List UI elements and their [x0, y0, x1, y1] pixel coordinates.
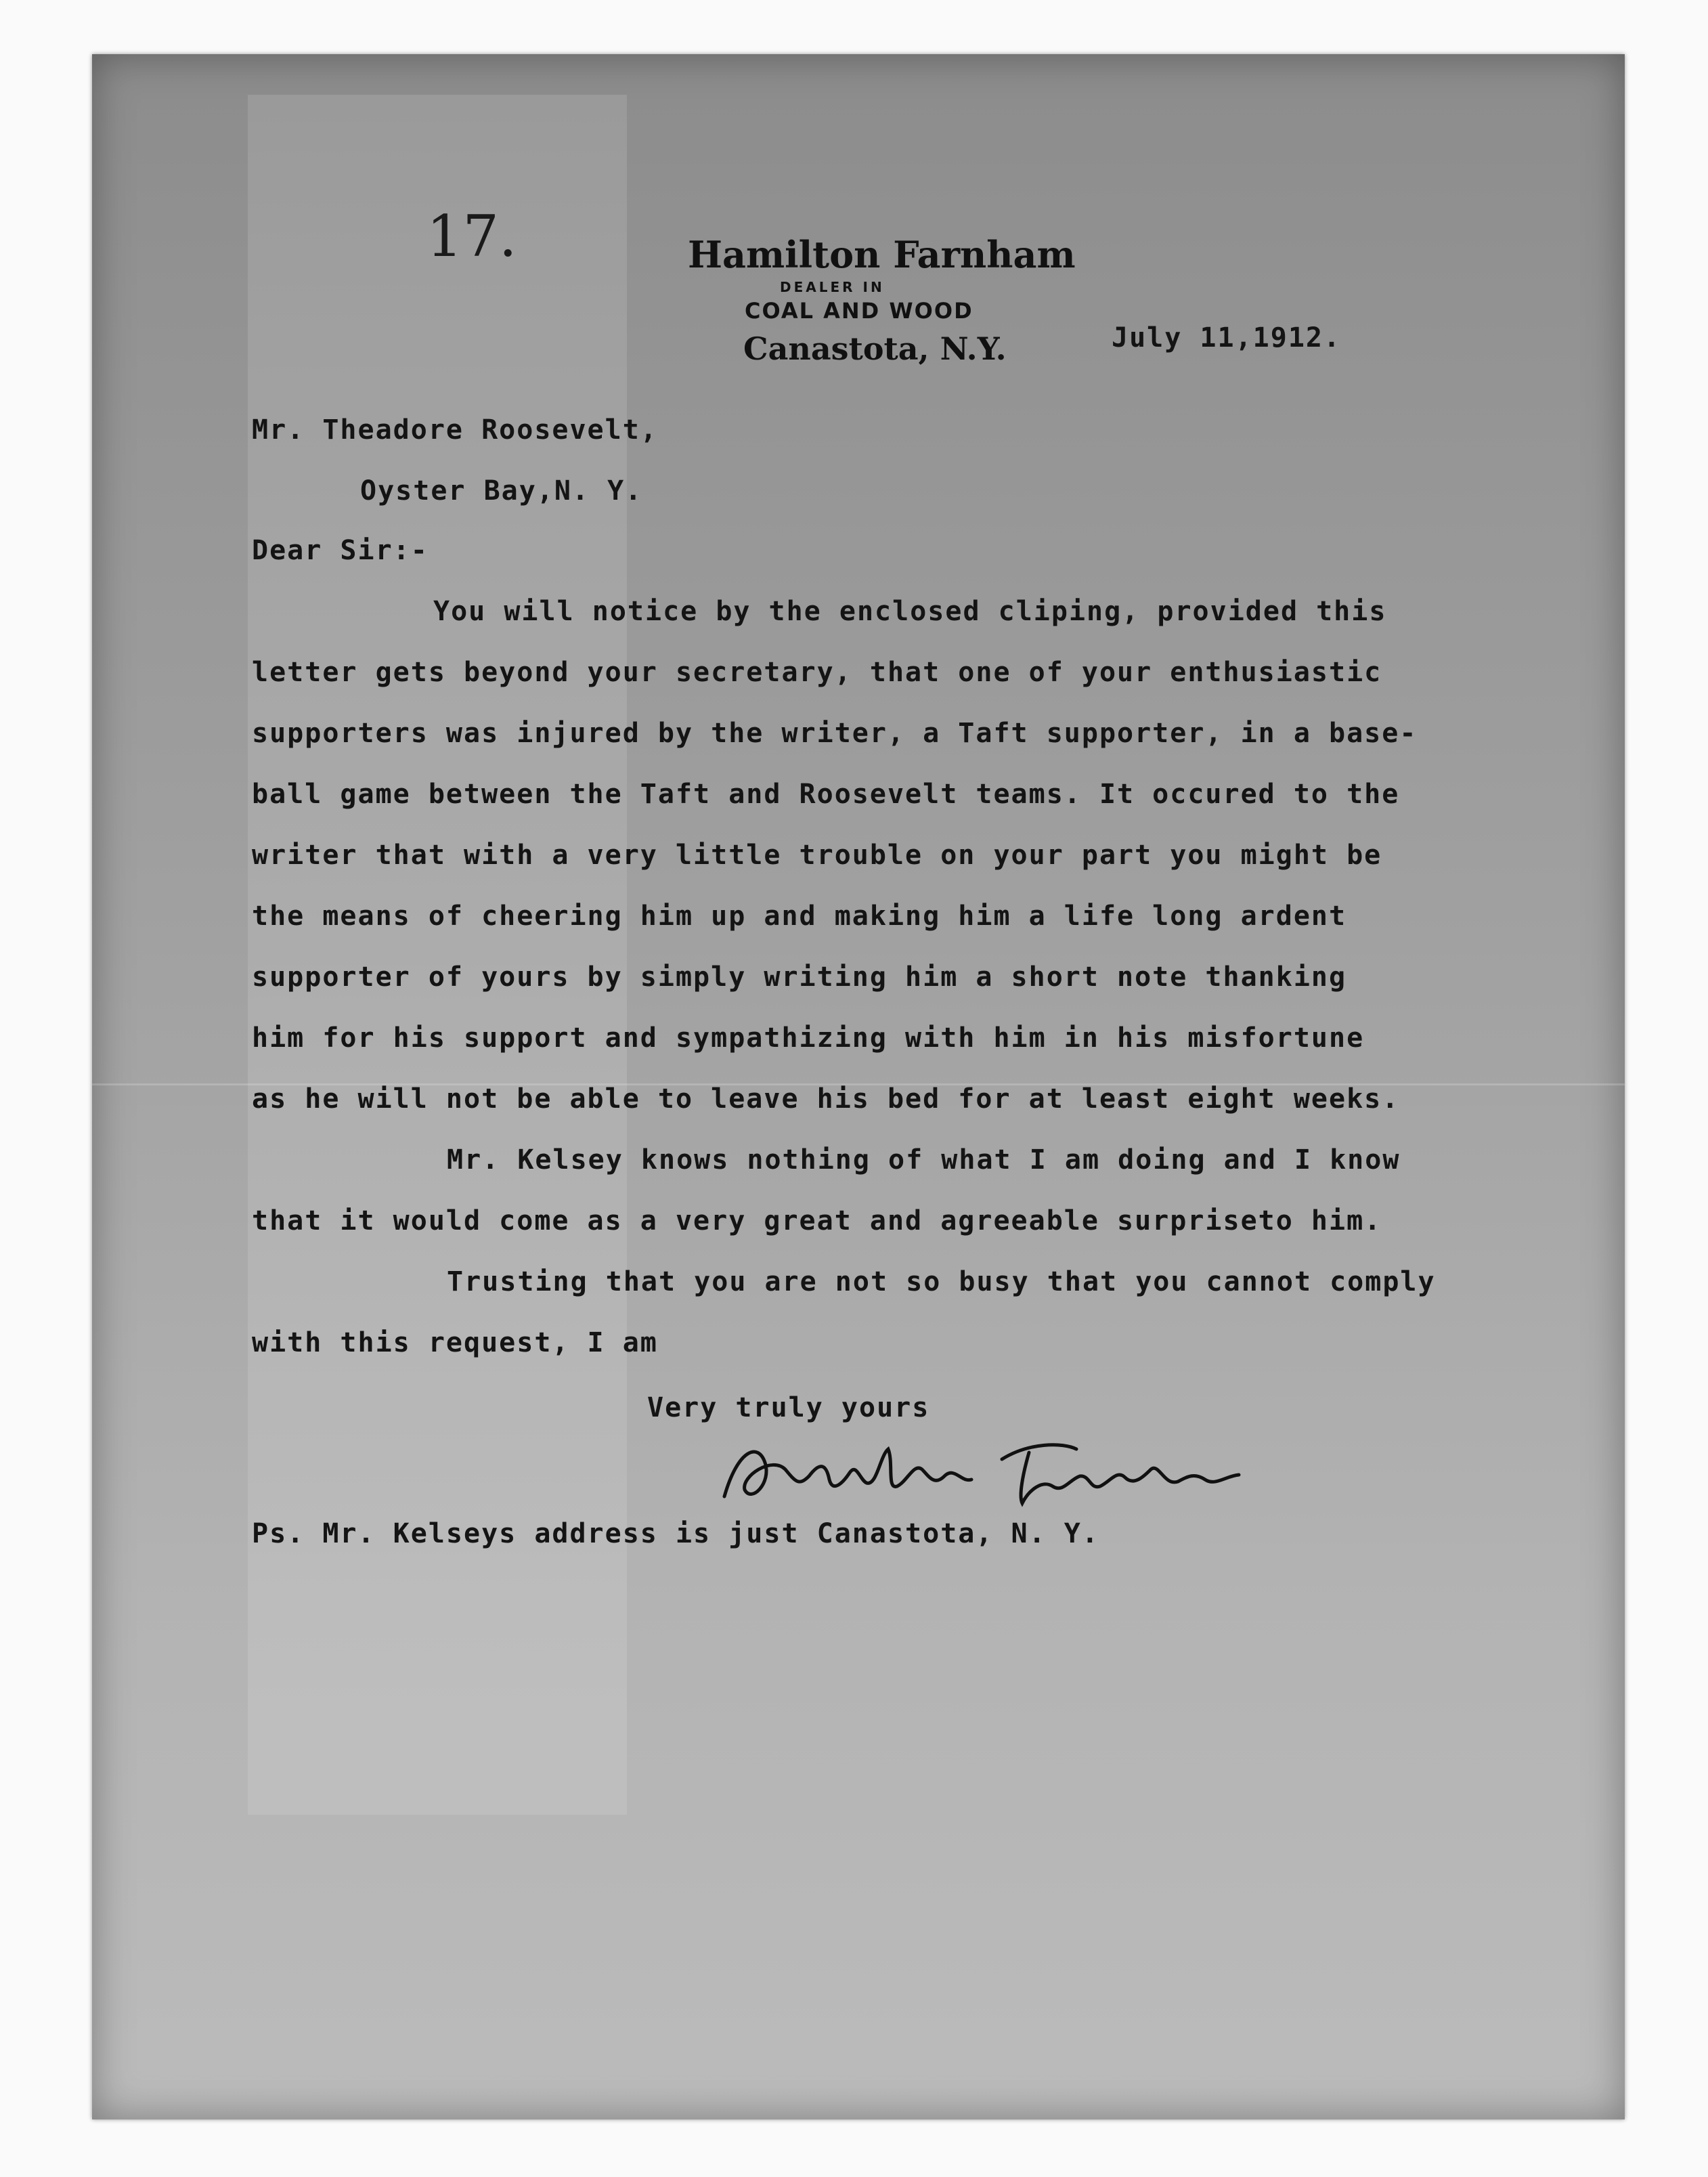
body-line: supporters was injured by the writer, a Taft supporter, in a base- — [252, 718, 1418, 749]
recipient-address: Oyster Bay,N. Y. — [360, 475, 643, 506]
clipping-shadow — [248, 95, 627, 1815]
letterhead-goods: COAL AND WOOD — [745, 298, 973, 324]
letterhead-dealer-in: DEALER IN — [780, 279, 885, 295]
letterhead-place: Canastota, N.Y. — [743, 330, 1007, 367]
body-line: Trusting that you are not so busy that you cannot comply — [447, 1266, 1436, 1297]
body-line: ball game between the Taft and Roosevelt teams. It occured to the — [252, 779, 1400, 810]
body-line: You will notice by the enclosed cliping, provided this — [433, 596, 1387, 627]
body-line: supporter of yours by simply writing him a short note thanking — [252, 962, 1347, 993]
letter-date: July 11,1912. — [1112, 322, 1342, 353]
signature-scribble — [711, 1422, 1252, 1524]
body-line: the means of cheering him up and making him a life long ardent — [252, 901, 1347, 932]
body-line: letter gets beyond your secretary, that one of your enthusiastic — [252, 657, 1382, 688]
body-line: with this request, I am — [252, 1327, 658, 1358]
body-line: him for his support and sympathizing with him in his misfortune — [252, 1022, 1365, 1054]
postscript: Ps. Mr. Kelseys address is just Canastota, N. Y. — [252, 1518, 1099, 1549]
letterhead-name: Hamilton Farnham — [688, 233, 1076, 276]
recipient-name: Mr. Theadore Roosevelt, — [252, 414, 658, 446]
body-line: as he will not be able to leave his bed for at least eight weeks. — [252, 1083, 1400, 1115]
body-line: writer that with a very little trouble on your part you might be — [252, 840, 1382, 871]
salutation: Dear Sir:- — [252, 535, 429, 566]
file-mark: 17. — [426, 203, 517, 270]
handwritten-signature — [711, 1422, 1252, 1527]
body-line: Mr. Kelsey knows nothing of what I am doing and I know — [447, 1144, 1401, 1176]
body-line: that it would come as a very great and agreeable surpriseto him. — [252, 1205, 1382, 1236]
closing: Very truly yours — [647, 1392, 930, 1423]
